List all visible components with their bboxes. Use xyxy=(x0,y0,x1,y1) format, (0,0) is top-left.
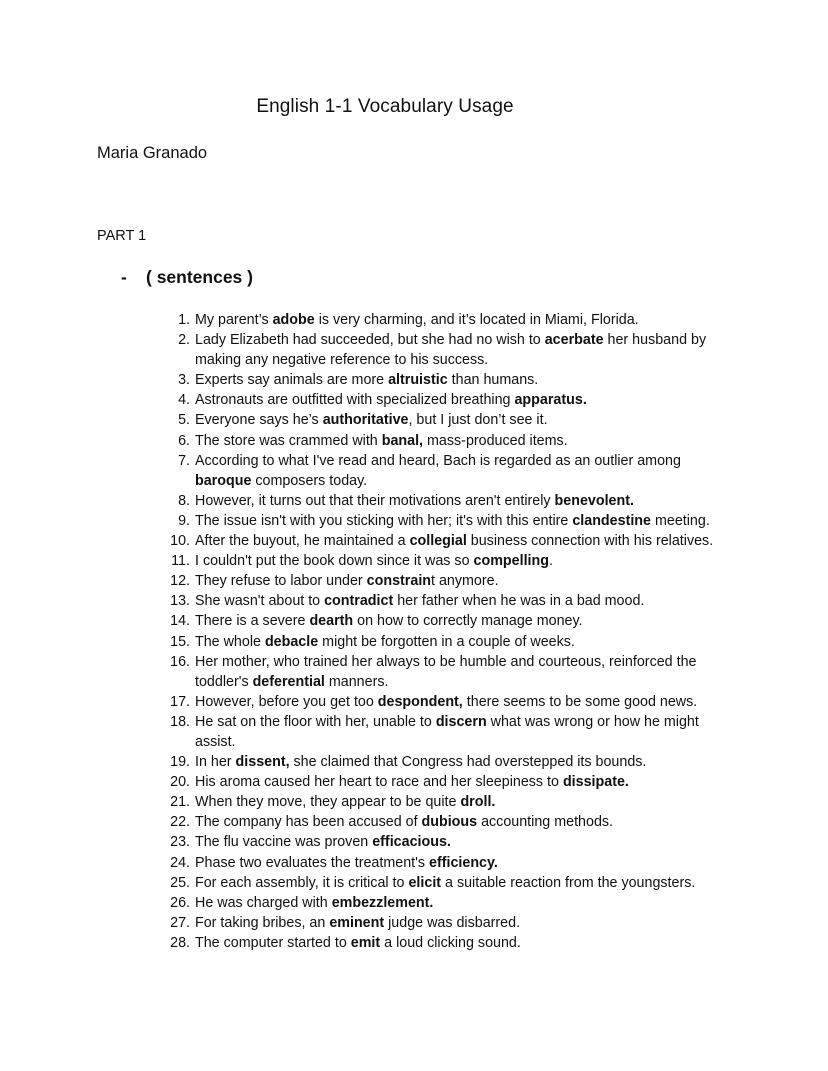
sentence-number: 17. xyxy=(170,693,190,710)
sentence-text: The computer started to xyxy=(195,934,351,951)
vocabulary-word: adobe xyxy=(272,312,315,328)
sentence-text: The issue isn't with you sticking with her; it's with this entire xyxy=(195,512,573,529)
sentence-text: According to what I've read and heard, Bach is regarded as an outlier among xyxy=(195,452,681,469)
sentence-text: what was wrong or how he might assist. xyxy=(195,713,699,750)
sentence-item xyxy=(178,410,740,430)
sentence-text: Her mother, who trained her always to be humble and courteous, reinforced the toddler's xyxy=(195,653,697,690)
vocabulary-word: efficacious. xyxy=(372,834,451,851)
sentence-text: She wasn't about to xyxy=(195,593,325,610)
sentence-text: They refuse to labor under xyxy=(195,573,367,590)
vocabulary-word: deferential xyxy=(252,673,325,690)
sentence-number: 27. xyxy=(170,914,190,931)
sentence-item xyxy=(170,812,740,832)
vocabulary-word: eminent xyxy=(329,914,385,931)
sentence-number: 8. xyxy=(178,492,190,509)
sentence-number: 19. xyxy=(170,754,190,771)
sentence-number: 22. xyxy=(170,814,190,831)
vocabulary-word: dearth xyxy=(309,613,354,630)
sentence-text: The store was crammed with xyxy=(195,432,382,449)
vocabulary-word: dubious xyxy=(421,814,478,831)
sentence-item xyxy=(178,511,740,531)
part-heading: PART 1 xyxy=(97,228,147,244)
vocabulary-word: droll. xyxy=(460,794,496,811)
sentence-text: accounting methods. xyxy=(477,814,614,831)
vocabulary-word: emit xyxy=(350,934,381,951)
vocabulary-word: authoritative xyxy=(322,412,409,429)
sentence-text: The flu vaccine was proven xyxy=(195,834,373,851)
sentence-text: He sat on the floor with her, unable to xyxy=(195,713,436,730)
sentence-text: t anymore. xyxy=(431,573,499,590)
document-title: English 1-1 Vocabulary Usage xyxy=(256,96,514,117)
sentence-text: business connection with his relatives. xyxy=(466,533,714,550)
sentence-text: mass-produced items. xyxy=(423,432,568,449)
vocabulary-word: discern xyxy=(435,713,487,730)
vocabulary-word: apparatus. xyxy=(514,392,587,409)
sentence-item xyxy=(170,792,740,812)
sentence-number: 20. xyxy=(170,774,190,791)
sentence-number: 12. xyxy=(170,573,190,590)
sentence-item xyxy=(170,571,740,591)
vocabulary-word: efficiency. xyxy=(429,854,498,871)
sentence-item xyxy=(170,712,740,752)
sentence-item xyxy=(170,873,740,893)
sentence-text: His aroma caused her heart to race and her sleepiness to xyxy=(195,774,563,791)
sentence-number: 28. xyxy=(170,934,190,951)
sentence-text: manners. xyxy=(324,673,389,690)
sentence-item xyxy=(170,933,740,953)
vocabulary-word: elicit xyxy=(408,874,442,891)
sentence-text: composers today. xyxy=(251,472,368,489)
sentence-item xyxy=(178,310,740,330)
vocabulary-word: debacle xyxy=(264,633,319,650)
sentence-text: , but I just don’t see it. xyxy=(408,412,548,429)
sentence-number: 2. xyxy=(178,332,190,349)
sentence-item xyxy=(178,330,740,370)
sentence-item xyxy=(178,491,740,511)
sentence-item xyxy=(170,591,740,611)
sentence-number: 4. xyxy=(178,392,190,409)
sentence-text: a loud clicking sound. xyxy=(380,934,521,951)
sentence-number: 25. xyxy=(170,874,190,891)
sentence-item xyxy=(178,390,740,410)
sentence-item xyxy=(170,832,740,852)
sentence-item xyxy=(170,531,740,551)
sentence-text: there seems to be some good news. xyxy=(462,693,698,710)
sentence-text: However, it turns out that their motivations aren't entirely xyxy=(195,492,555,509)
sentence-item xyxy=(170,752,740,772)
sentence-number: 7. xyxy=(178,452,190,469)
vocabulary-word: clandestine xyxy=(572,512,651,529)
sentence-item xyxy=(171,551,740,571)
sentence-text: on how to correctly manage money. xyxy=(353,613,583,630)
vocabulary-word: contradict xyxy=(324,593,394,610)
sentence-text: After the buyout, he maintained a xyxy=(195,533,410,550)
section-bullet: - xyxy=(121,267,127,287)
sentence-item xyxy=(170,692,740,712)
sentence-item xyxy=(178,451,740,491)
sentence-text: However, before you get too xyxy=(195,693,378,710)
sentence-text: a suitable reaction from the youngsters. xyxy=(441,874,696,891)
vocabulary-word: dissent, xyxy=(235,754,290,771)
sentence-item xyxy=(178,431,740,451)
sentence-text: might be forgotten in a couple of weeks. xyxy=(318,633,575,650)
vocabulary-word: altruistic xyxy=(388,372,448,389)
sentence-number: 10. xyxy=(170,533,190,550)
sentence-item xyxy=(178,370,740,390)
vocabulary-word: banal, xyxy=(381,432,424,449)
sentence-item xyxy=(170,913,740,933)
sentence-number: 26. xyxy=(170,894,190,911)
author-name: Maria Granado xyxy=(97,144,208,162)
section-heading xyxy=(121,267,253,288)
vocabulary-word: dissipate. xyxy=(562,774,629,791)
sentence-item xyxy=(170,853,740,873)
sentence-item xyxy=(170,632,740,652)
sentence-text: Lady Elizabeth had succeeded, but she had no wish to xyxy=(195,332,545,349)
sentence-text: I couldn't put the book down since it was so xyxy=(195,553,474,570)
sentence-number: 11. xyxy=(171,553,190,570)
sentence-text: than humans. xyxy=(447,372,539,389)
sentence-text: In her xyxy=(195,754,236,771)
sentence-number: 9. xyxy=(178,512,190,529)
vocabulary-word: acerbate xyxy=(544,332,604,349)
sentence-text: she claimed that Congress had overstepped its bounds. xyxy=(289,754,647,771)
sentence-text: her father when he was in a bad mood. xyxy=(393,593,645,610)
sentence-text: The whole xyxy=(195,633,265,650)
sentence-number: 14. xyxy=(170,613,190,630)
sentence-text: Astronauts are outfitted with specialized breathing xyxy=(195,392,515,409)
vocabulary-word: embezzlement. xyxy=(331,894,434,911)
sentence-text: Everyone says he’s xyxy=(195,412,323,429)
vocabulary-word: collegial xyxy=(409,533,467,550)
sentence-item xyxy=(170,772,740,792)
sentence-item xyxy=(170,611,740,631)
sentence-text: Experts say animals are more xyxy=(195,372,389,389)
sentence-text: meeting. xyxy=(651,512,710,529)
sentence-text: For each assembly, it is critical to xyxy=(195,874,409,891)
sentence-text: her husband by making any negative reference to his success. xyxy=(195,332,707,369)
vocabulary-word: constrain xyxy=(366,573,432,590)
sentence-number: 16. xyxy=(170,653,190,670)
vocabulary-word: compelling xyxy=(473,553,549,570)
sentence-number: 21. xyxy=(170,794,190,811)
sentence-number: 13. xyxy=(170,593,190,610)
sentence-item xyxy=(170,893,740,913)
sentence-number: 23. xyxy=(170,834,190,851)
sentence-text: The company has been accused of xyxy=(195,814,422,831)
sentence-list xyxy=(170,310,740,953)
sentence-number: 3. xyxy=(178,372,190,389)
sentence-text: He was charged with xyxy=(195,894,332,911)
sentence-number: 1. xyxy=(178,312,190,328)
sentence-text: My parent’s xyxy=(195,312,273,328)
sentence-number: 5. xyxy=(178,412,190,429)
section-label: ( sentences ) xyxy=(146,267,253,287)
sentence-number: 18. xyxy=(170,713,190,730)
sentence-text: When they move, they appear to be quite xyxy=(195,794,461,811)
vocabulary-word: despondent, xyxy=(377,693,463,710)
sentence-text: . xyxy=(548,553,553,570)
sentence-number: 15. xyxy=(170,633,190,650)
sentence-item xyxy=(170,652,740,692)
sentence-text: is very charming, and it’s located in Miami, Florida. xyxy=(314,312,639,328)
sentence-text: There is a severe xyxy=(195,613,310,630)
sentence-number: 24. xyxy=(170,854,190,871)
sentence-text: Phase two evaluates the treatment's xyxy=(195,854,429,871)
vocabulary-word: benevolent. xyxy=(554,492,634,509)
vocabulary-word: baroque xyxy=(195,472,252,489)
sentence-text: judge was disbarred. xyxy=(384,914,521,931)
sentence-text: For taking bribes, an xyxy=(195,914,330,931)
sentence-number: 6. xyxy=(178,432,190,449)
